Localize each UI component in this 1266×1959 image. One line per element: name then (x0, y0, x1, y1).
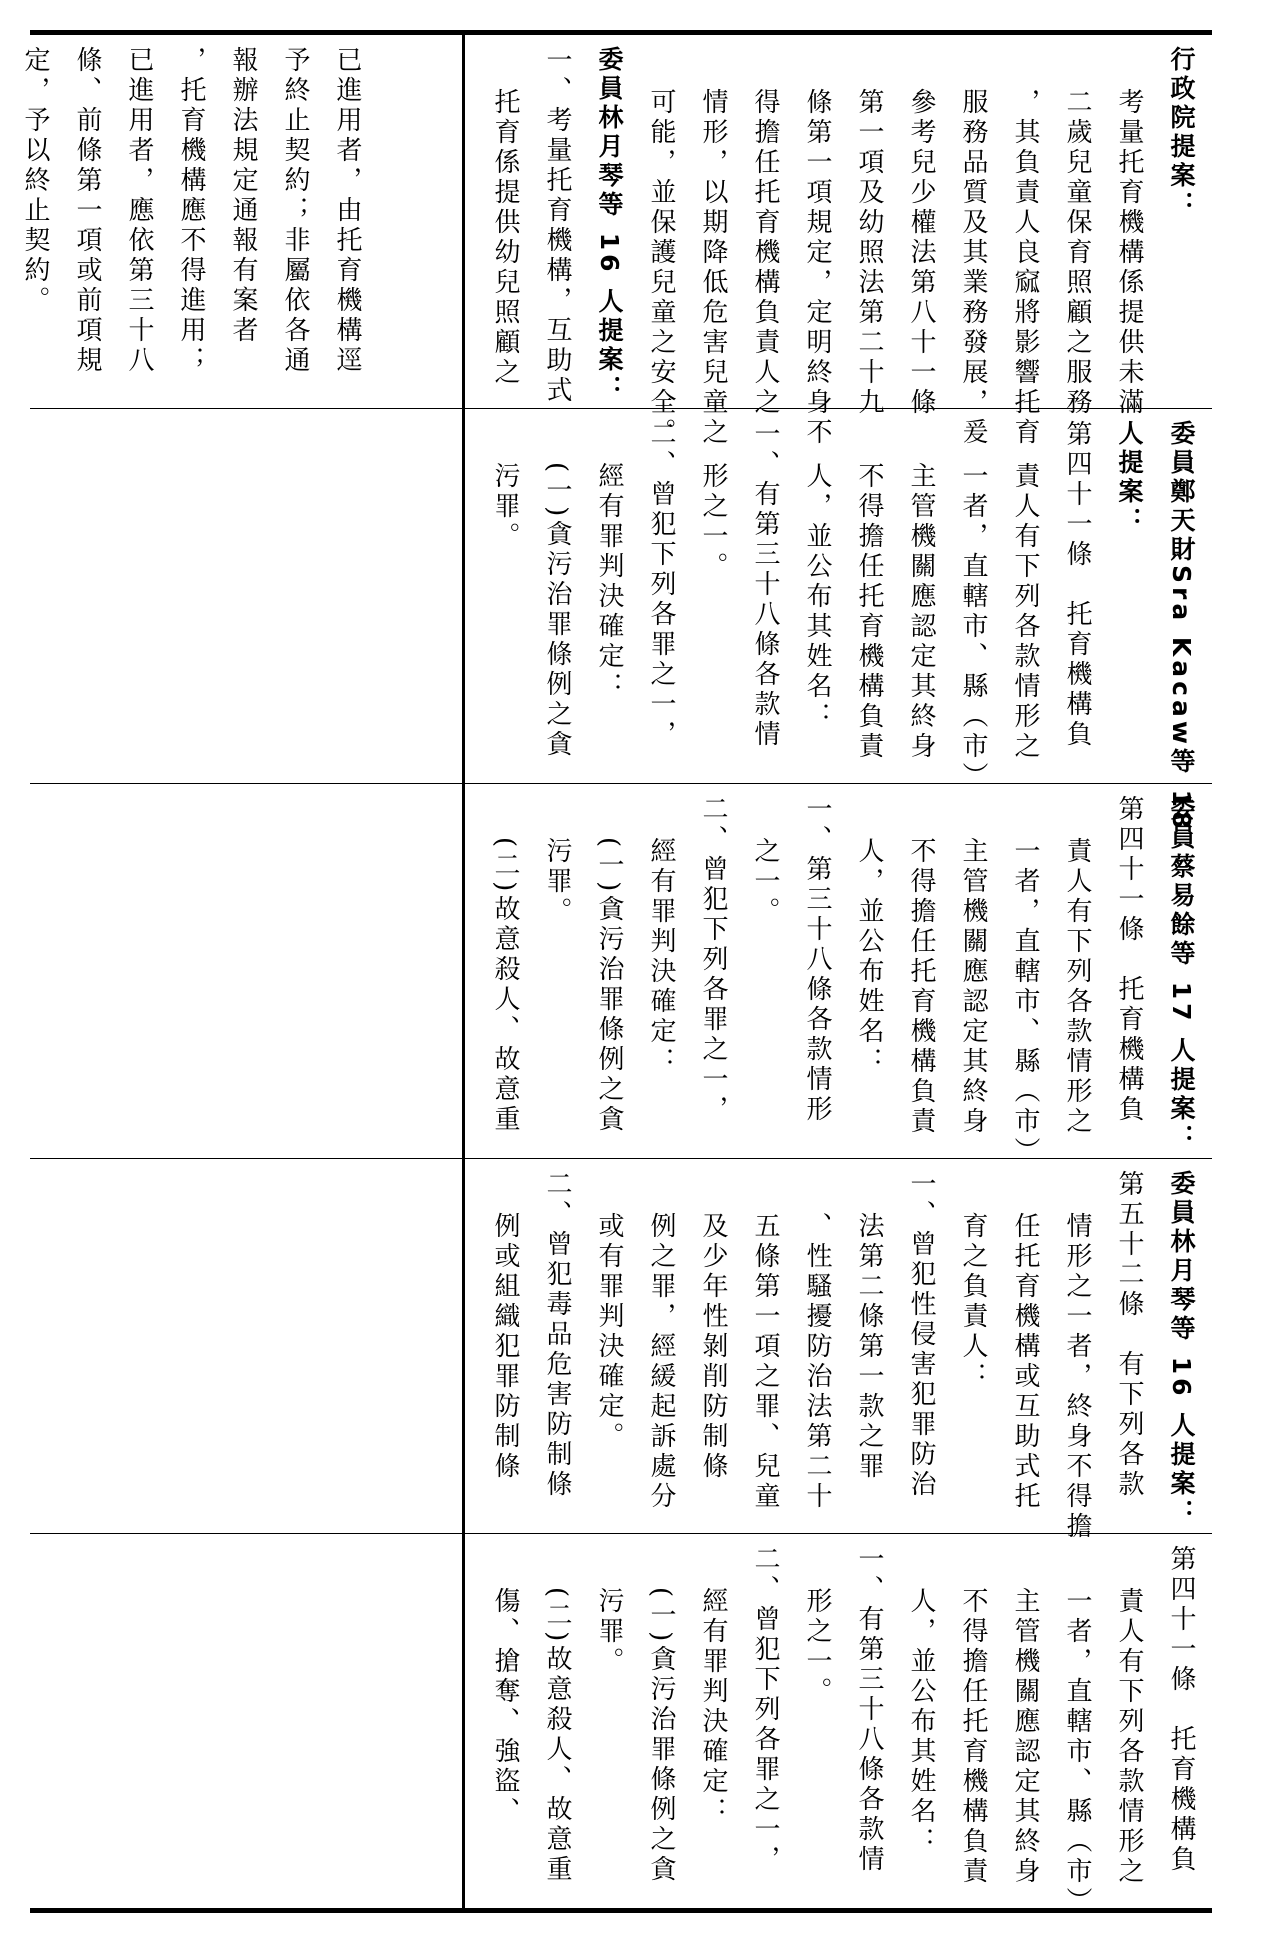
row-separator (30, 783, 462, 784)
text-line: 污罪。 (542, 837, 572, 927)
text-line: 參考兒少權法第八十一條 (906, 88, 936, 418)
text-line: 形之一。 (698, 462, 728, 582)
text-line: 主管機關應認定其終身 (1010, 1587, 1040, 1887)
text-line: 可能，並保護兒童之安全。 (646, 88, 676, 448)
text-line: 經有罪判決確定： (698, 1587, 728, 1827)
text-line: 及少年性剝削防制條 (698, 1212, 728, 1482)
text-line: 一者，直轄市、縣（市） (958, 462, 988, 792)
text-line: 不得擔任托育機構負責 (854, 462, 884, 762)
text-line: 托育係提供幼兒照顧之 (490, 88, 520, 388)
row-separator (464, 408, 1212, 409)
text-line: 服務品質及其業務發展，爰 (958, 88, 988, 448)
text-line: 責人有下列各款情形之 (1010, 462, 1040, 762)
proposal-heading: 委員蔡易餘等 17 人提案： (1167, 795, 1196, 1154)
cell-proposal-cheng (464, 410, 1212, 833)
text-line: 污罪。 (594, 1587, 624, 1677)
text-line: 主管機關應認定其終身 (906, 462, 936, 762)
text-line: 已進用者，應依第三十八 (124, 46, 154, 376)
text-line: ，其負責人良窳將影響托育 (1010, 88, 1040, 448)
text-line: 條、前條第一項或前項規 (72, 46, 102, 376)
cell-article-41 (464, 1535, 1212, 1917)
text-line: 一、有第三十八條各款情 (854, 1545, 884, 1875)
text-line: 責人有下列各款情形之 (1062, 837, 1092, 1137)
text-line: 法第二條第一款之罪 (854, 1212, 884, 1482)
row-separator (464, 783, 1212, 784)
text-line: 報辦法規定通報有案者 (228, 46, 258, 346)
text-line: 經有罪判決確定： (646, 837, 676, 1077)
proposal-heading: 人提案： (1115, 420, 1144, 536)
text-line: 二歲兒童保育照顧之服務 (1062, 88, 1092, 418)
text-line: 責人有下列各款情形之 (1114, 1587, 1144, 1887)
text-line: ，托育機構應不得進用； (176, 46, 206, 376)
text-line: 形之一。 (802, 1587, 832, 1707)
text-line: 二、曾犯毒品危害防制條 (542, 1170, 572, 1500)
cell-proposal-lin (464, 1160, 1212, 1542)
text-line: 一、曾犯性侵害犯罪防治 (906, 1170, 936, 1500)
text-line: 不得擔任托育機構負責 (906, 837, 936, 1137)
text-line: 經有罪判決確定： (594, 462, 624, 702)
text-line: 育之負責人： (958, 1212, 988, 1392)
text-line: 人，並公布其姓名： (906, 1587, 936, 1857)
text-line: 一、有第三十八條各款情 (750, 420, 780, 750)
text-line: 五條第一項之罪、兒童 (750, 1212, 780, 1512)
text-line: (二)故意殺人、故意重 (490, 837, 520, 1136)
cell-previous-text (20, 36, 462, 408)
text-line: 一者，直轄市、縣（市） (1010, 837, 1040, 1167)
text-line: (一)貪污治罪條例之貪 (542, 462, 572, 761)
text-line: 定，予以終止契約。 (20, 46, 50, 316)
text-line: 之一。 (750, 837, 780, 927)
text-line: 任托育機構或互助式托 (1010, 1212, 1040, 1512)
text-line: 第四十一條 托育機構負 (1062, 420, 1092, 750)
text-line: 予終止契約；非屬依各通 (280, 46, 310, 376)
cell-empty (30, 1160, 462, 1532)
text-line: 人，並公布其姓名： (802, 462, 832, 732)
text-line: 一、第三十八條各款情形 (802, 795, 832, 1125)
text-line: 人，並公布姓名： (854, 837, 884, 1077)
text-line: 第四十一條 托育機構負 (1114, 795, 1144, 1125)
cell-empty (30, 410, 462, 782)
text-line: 主管機關應認定其終身 (958, 837, 988, 1137)
text-line: 條第一項規定，定明終身不 (802, 88, 832, 448)
text-line: 情形之一者，終身不得擔 (1062, 1212, 1092, 1542)
row-separator (30, 1158, 462, 1159)
cell-proposal-tsai (464, 785, 1212, 1167)
text-line: (一)貪污治罪條例之貪 (594, 837, 624, 1136)
cell-empty (30, 785, 462, 1157)
text-line: 第四十一條 托育機構負 (1166, 1545, 1196, 1875)
table-top-rule (30, 30, 1212, 35)
text-line: (二)故意殺人、故意重 (542, 1587, 572, 1886)
text-line: 例或組織犯罪防制條 (490, 1212, 520, 1482)
text-line: 一者，直轄市、縣（市） (1062, 1587, 1092, 1917)
text-line: 二、曾犯下列各罪之一， (698, 795, 728, 1125)
text-line: 考量托育機構係提供未滿 (1114, 88, 1144, 418)
cell-empty (30, 1535, 462, 1907)
text-line: 已進用者，由托育機構逕 (332, 46, 362, 376)
text-line: 不得擔任托育機構負責 (958, 1587, 988, 1887)
row-separator (464, 1533, 1212, 1534)
cell-executive-proposal (464, 36, 1212, 448)
text-line: 例之罪，經緩起訴處分 (646, 1212, 676, 1512)
row-separator (464, 1158, 1212, 1159)
text-line: 一、考量托育機構，互助式 (542, 46, 572, 406)
text-line: 得擔任托育機構負責人之 (750, 88, 780, 418)
text-line: 污罪。 (490, 462, 520, 552)
text-line: 、性騷擾防治法第二十 (802, 1212, 832, 1512)
text-line: 或有罪判決確定。 (594, 1212, 624, 1452)
proposal-heading: 行政院提案： (1167, 46, 1196, 220)
proposal-heading: 委員鄭天財Sra Kacaw等 18 (1167, 420, 1196, 833)
text-line: 第五十二條 有下列各款 (1114, 1170, 1144, 1500)
text-line: 傷、搶奪、強盜、 (490, 1587, 520, 1827)
proposal-heading: 委員林月琴等 16 人提案： (595, 46, 624, 405)
text-line: 二、曾犯下列各罪之一， (646, 420, 676, 750)
text-line: (一)貪污治罪條例之貪 (646, 1587, 676, 1886)
text-line: 二、曾犯下列各罪之一， (750, 1545, 780, 1875)
proposal-heading: 委員林月琴等 16 人提案： (1167, 1170, 1196, 1529)
text-line: 情形，以期降低危害兒童之 (698, 88, 728, 448)
row-separator (30, 1533, 462, 1534)
text-line: 第一項及幼照法第二十九 (854, 88, 884, 418)
